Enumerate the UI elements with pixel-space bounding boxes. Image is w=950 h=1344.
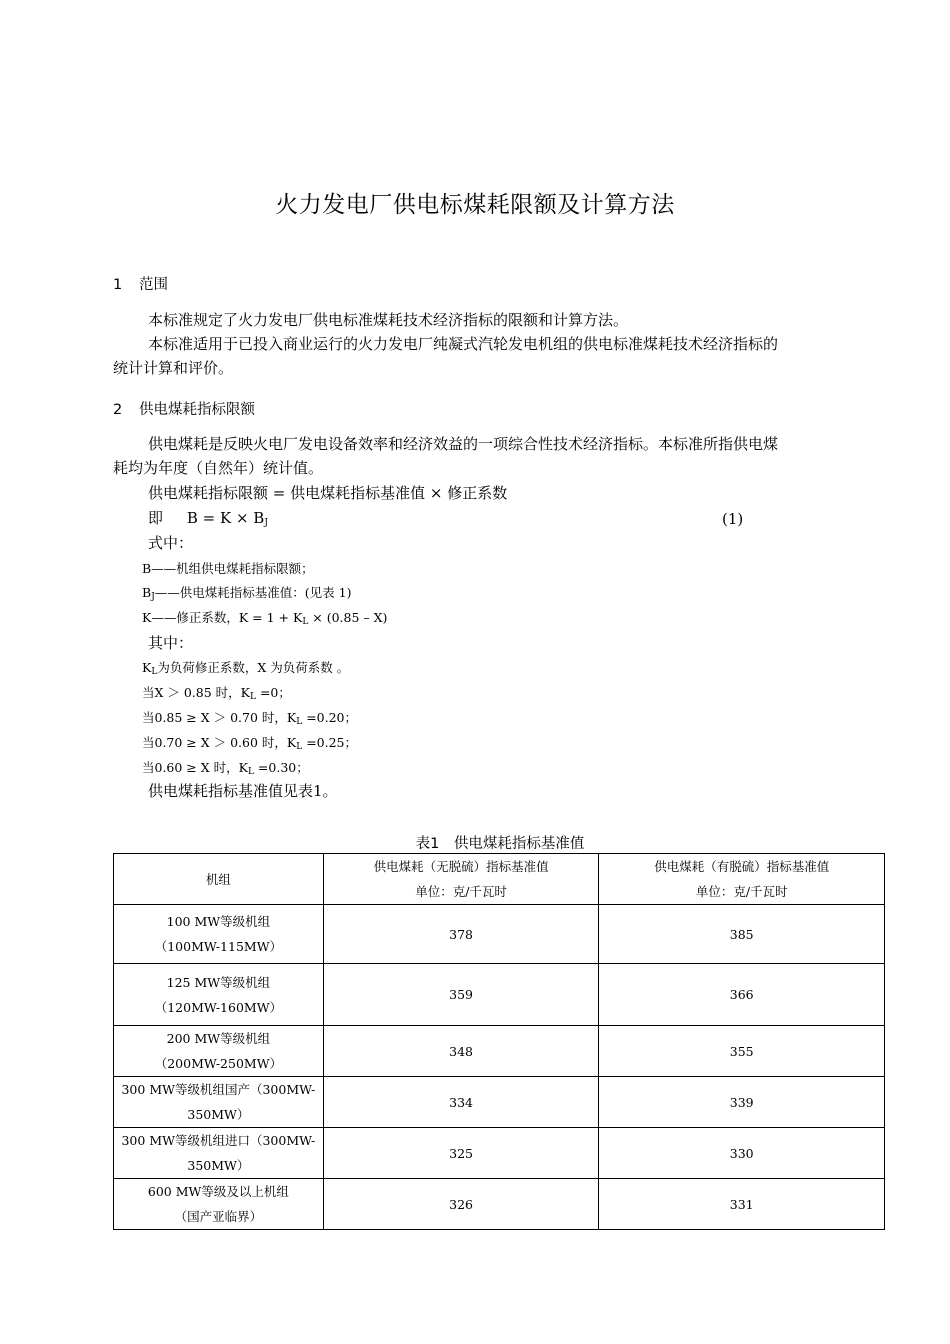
- condition-2-subscript: L: [296, 717, 303, 727]
- no-desulfurization-value: 325: [323, 1128, 599, 1179]
- unit-name: 300 MW等级机组国产（300MW-: [121, 1082, 316, 1097]
- condition-2-text: 当0.85 ≥ X ＞ 0.70 时，K: [142, 710, 297, 725]
- header-no-desulfurization-title: 供电煤耗（无脱硫）指标基准值: [373, 859, 549, 874]
- unit-cell: [114, 1179, 324, 1230]
- equation-subscript: J: [264, 518, 268, 528]
- header-unit: 机组: [114, 854, 324, 905]
- unit-range: （100MW-115MW）: [154, 939, 283, 954]
- condition-1-text: 当X ＞ 0.85 时，K: [142, 685, 250, 700]
- unit-cell: [114, 1026, 324, 1077]
- header-desulfurization-unit: 单位：克/千瓦时: [695, 884, 788, 899]
- table-row: [114, 964, 885, 1026]
- condition-4-value: =0.30；: [253, 760, 309, 775]
- desulfurization-value: 331: [599, 1179, 885, 1230]
- kl-symbol: K: [142, 660, 152, 675]
- desulfurization-value: 330: [599, 1128, 885, 1179]
- unit-name: 200 MW等级机组: [166, 1031, 271, 1046]
- equation-number: (1): [722, 510, 744, 528]
- definition-k-subscript: L: [302, 617, 309, 627]
- unit-name: 125 MW等级机组: [166, 974, 271, 990]
- definition-bj-subscript: J: [151, 592, 155, 602]
- among-label: 其中：: [148, 634, 194, 652]
- no-desulfurization-value: 334: [323, 1077, 599, 1128]
- table-header-row: [114, 854, 885, 905]
- definition-bj-text: ——供电煤耗指标基准值：(见表 1): [154, 585, 352, 600]
- unit-range: 350MW）: [187, 1158, 250, 1173]
- definition-k-text: K——修正系数，K = 1 + K: [142, 610, 303, 625]
- section-2-paragraph-1b: 耗均为年度（自然年）统计值。: [113, 459, 324, 477]
- section-1-number: 1: [113, 277, 123, 293]
- condition-4-subscript: L: [247, 767, 254, 777]
- unit-cell: [114, 1128, 324, 1179]
- section-2-paragraph-1a: 供电煤耗是反映火电厂发电设备效率和经济效益的一项综合性技术经济指标。本标准所指供电煤: [148, 435, 779, 453]
- section-2-heading: [113, 398, 255, 419]
- unit-cell: [114, 964, 324, 1026]
- table-row: [114, 1179, 885, 1230]
- section-2-title: 供电煤耗指标限额: [139, 402, 255, 418]
- condition-3-text: 当0.70 ≥ X ＞ 0.60 时，K: [142, 735, 297, 750]
- desulfurization-value: 339: [599, 1077, 885, 1128]
- header-no-desulfurization: [323, 854, 599, 905]
- section-1-title: 范围: [139, 277, 168, 293]
- section-1-heading: [113, 273, 168, 294]
- baseline-table: [113, 853, 885, 1230]
- no-desulfurization-value: 378: [323, 905, 599, 964]
- equation-prefix: 即: [148, 509, 164, 527]
- unit-cell: [114, 1077, 324, 1128]
- table-row: [114, 1026, 885, 1077]
- condition-1-value: =0；: [255, 685, 291, 700]
- header-no-desulfurization-unit: 单位：克/千瓦时: [415, 884, 507, 899]
- header-desulfurization: [599, 854, 885, 905]
- document-title: 火力发电厂供电标煤耗限额及计算方法: [275, 192, 675, 218]
- condition-4-text: 当0.60 ≥ X 时，K: [142, 760, 248, 775]
- section-1-paragraph-1: 本标准规定了火力发电厂供电标准煤耗技术经济指标的限额和计算方法。: [148, 311, 629, 329]
- unit-cell: [114, 905, 324, 964]
- table-row: [114, 1128, 885, 1179]
- unit-range: （200MW-250MW）: [154, 1056, 283, 1071]
- condition-2-value: =0.20；: [302, 710, 358, 725]
- table-reference: 供电煤耗指标基准值见表1。: [148, 782, 338, 800]
- section-1-paragraph-2b: 统计计算和评价。: [113, 359, 234, 377]
- table-row: [114, 1077, 885, 1128]
- unit-range: （120MW-160MW）: [154, 999, 283, 1015]
- definition-b: B——机组供电煤耗指标限额；: [142, 561, 314, 576]
- unit-name: 600 MW等级及以上机组: [147, 1184, 289, 1199]
- formula-text: 供电煤耗指标限额 = 供电煤耗指标基准值 × 修正系数: [148, 484, 508, 502]
- unit-name: 300 MW等级机组进口（300MW-: [121, 1133, 316, 1148]
- desulfurization-value: 366: [599, 964, 885, 1026]
- kl-subscript: L: [151, 667, 158, 677]
- no-desulfurization-value: 326: [323, 1179, 599, 1230]
- no-desulfurization-value: 348: [323, 1026, 599, 1077]
- where-label: 式中：: [148, 534, 194, 552]
- condition-1-subscript: L: [250, 692, 256, 702]
- definition-bj-symbol: B: [142, 585, 152, 600]
- condition-3-subscript: L: [296, 742, 303, 752]
- section-2-number: 2: [113, 402, 123, 418]
- desulfurization-value: 355: [599, 1026, 885, 1077]
- unit-name: 100 MW等级机组: [166, 914, 271, 929]
- no-desulfurization-value: 359: [323, 964, 599, 1026]
- unit-range: 350MW）: [187, 1107, 250, 1122]
- condition-3-value: =0.25；: [302, 735, 358, 750]
- unit-range: （国产亚临界）: [174, 1209, 263, 1224]
- table-caption: 表1 供电煤耗指标基准值: [415, 836, 585, 852]
- kl-text: 为负荷修正系数，X 为负荷系数 。: [157, 660, 350, 675]
- equation-main: B = K × B: [186, 509, 265, 527]
- definition-k-tail: × (0.85 – X): [308, 610, 388, 625]
- header-desulfurization-title: 供电煤耗（有脱硫）指标基准值: [654, 859, 830, 874]
- desulfurization-value: 385: [599, 905, 885, 964]
- table-row: [114, 905, 885, 964]
- section-1-paragraph-2a: 本标准适用于已投入商业运行的火力发电厂纯凝式汽轮发电机组的供电标准煤耗技术经济指标的: [148, 335, 779, 353]
